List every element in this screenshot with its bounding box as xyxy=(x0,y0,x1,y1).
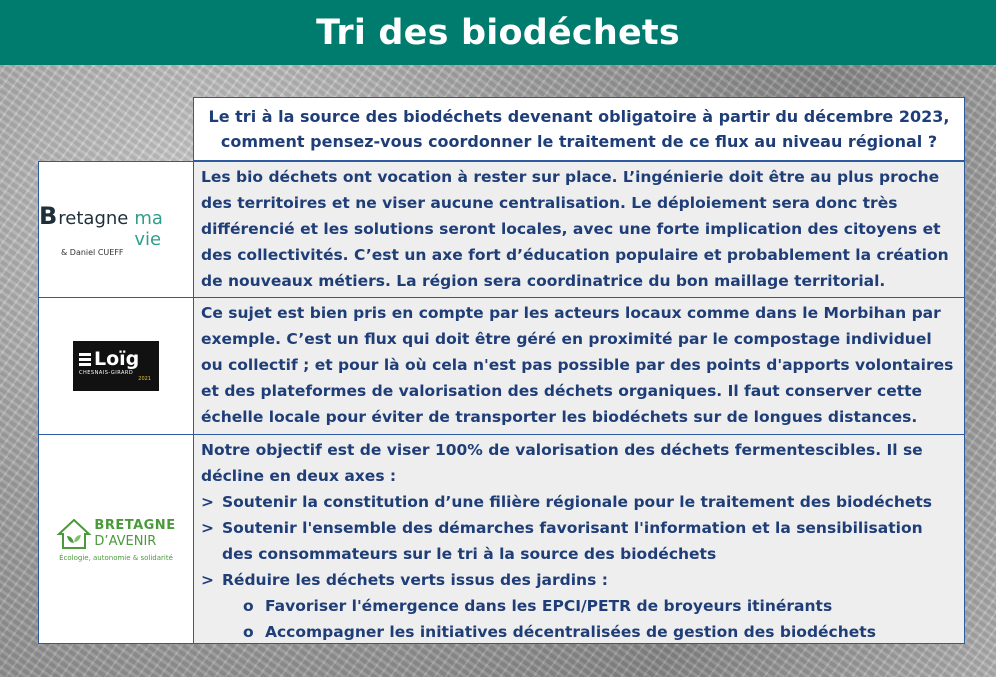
circle-bullet-icon: o xyxy=(243,597,254,615)
logo-cell xyxy=(38,434,194,644)
bullet-item xyxy=(201,515,958,567)
answer-text-cell xyxy=(193,434,965,644)
bullet-text: Soutenir la constitution d’une filière régionale pour le traitement des biodéchets xyxy=(222,493,933,511)
logo-bars-icon xyxy=(79,351,91,368)
answer-text-cell xyxy=(193,161,965,298)
logo-cell xyxy=(38,297,194,435)
logo-cell xyxy=(38,161,194,298)
logo-initial: B xyxy=(39,202,58,230)
question-line-2: comment pensez-vous coordonner le traitement de ce flux au niveau régional ? xyxy=(220,132,938,151)
bullet-arrow-icon: > xyxy=(201,571,214,589)
bretagne-davenir-logo xyxy=(56,516,175,562)
question-header xyxy=(193,97,965,161)
answer-text: Les bio déchets ont vocation à rester sur place. L’ingénierie doit être au plus proche des territoires et ne viser aucune centralisation. Le déploiement sera donc très différencié et les solutions seront locales, avec une forte implication des citoyens et des collectivités. C’est un axe fort d’éducation populaire et probablement la création de nouveaux métiers. La région sera coordinatrice du bon maillage territorial. xyxy=(201,168,949,290)
sub-bullet-text: Favoriser l'émergence dans les EPCI/PETR de broyeurs itinérants xyxy=(265,597,833,615)
loig-logo xyxy=(73,341,159,391)
logo-name: Loïg xyxy=(94,348,140,370)
bullet-arrow-icon: > xyxy=(201,519,214,537)
bretagne-ma-vie-logo xyxy=(39,202,193,257)
answer-text-cell xyxy=(193,297,965,435)
logo-accent: ma vie xyxy=(134,208,163,250)
bullet-item xyxy=(201,489,958,515)
sub-bullet-text: Accompagner les initiatives décentralisées de gestion des biodéchets xyxy=(265,623,876,641)
answer-row-loig xyxy=(38,297,965,435)
logo-subtitle: & Daniel CUEFF xyxy=(61,248,124,257)
answer-intro: Notre objectif est de viser 100% de valorisation des déchets fermentescibles. Il se décline en deux axes : xyxy=(201,441,923,485)
sub-bullet-item xyxy=(201,619,958,645)
answer-row-bretagne-ma-vie xyxy=(38,161,965,298)
house-leaf-icon xyxy=(56,516,92,552)
logo-tagline: Écologie, autonomie & solidarité xyxy=(59,554,173,562)
logo-subtitle: CHESNAIS-GIRARD xyxy=(79,370,134,376)
logo-name-line-2: D’AVENIR xyxy=(94,534,157,549)
question-line-1: Le tri à la source des biodéchets devenant obligatoire à partir du décembre 2023, xyxy=(208,107,950,126)
bullet-item xyxy=(201,567,958,593)
logo-name-line-1: BRETAGNE xyxy=(94,518,176,533)
logo-name: retagne xyxy=(58,208,129,229)
sub-bullet-item xyxy=(201,593,958,619)
answer-row-bretagne-davenir xyxy=(38,434,965,644)
bullet-arrow-icon: > xyxy=(201,493,214,511)
bullet-text: Soutenir l'ensemble des démarches favorisant l'information et la sensibilisation des consommateurs sur le tri à la source des biodéchets xyxy=(222,519,923,563)
page-title: Tri des biodéchets xyxy=(0,0,996,65)
logo-year: 2021 xyxy=(138,376,151,382)
bullet-text: Réduire les déchets verts issus des jardins : xyxy=(222,571,608,589)
circle-bullet-icon: o xyxy=(243,623,254,641)
answer-text: Ce sujet est bien pris en compte par les acteurs locaux comme dans le Morbihan par exemple. C’est un flux qui doit être géré en proximité par le compostage individuel ou collectif ; et pour là où cela n'est pas possible par des points d'apports volontaires et des plateformes de valorisation des déchets organiques. Il faut conserver cette échelle locale pour éviter de transporter les biodéchets sur de longues distances. xyxy=(201,304,954,426)
